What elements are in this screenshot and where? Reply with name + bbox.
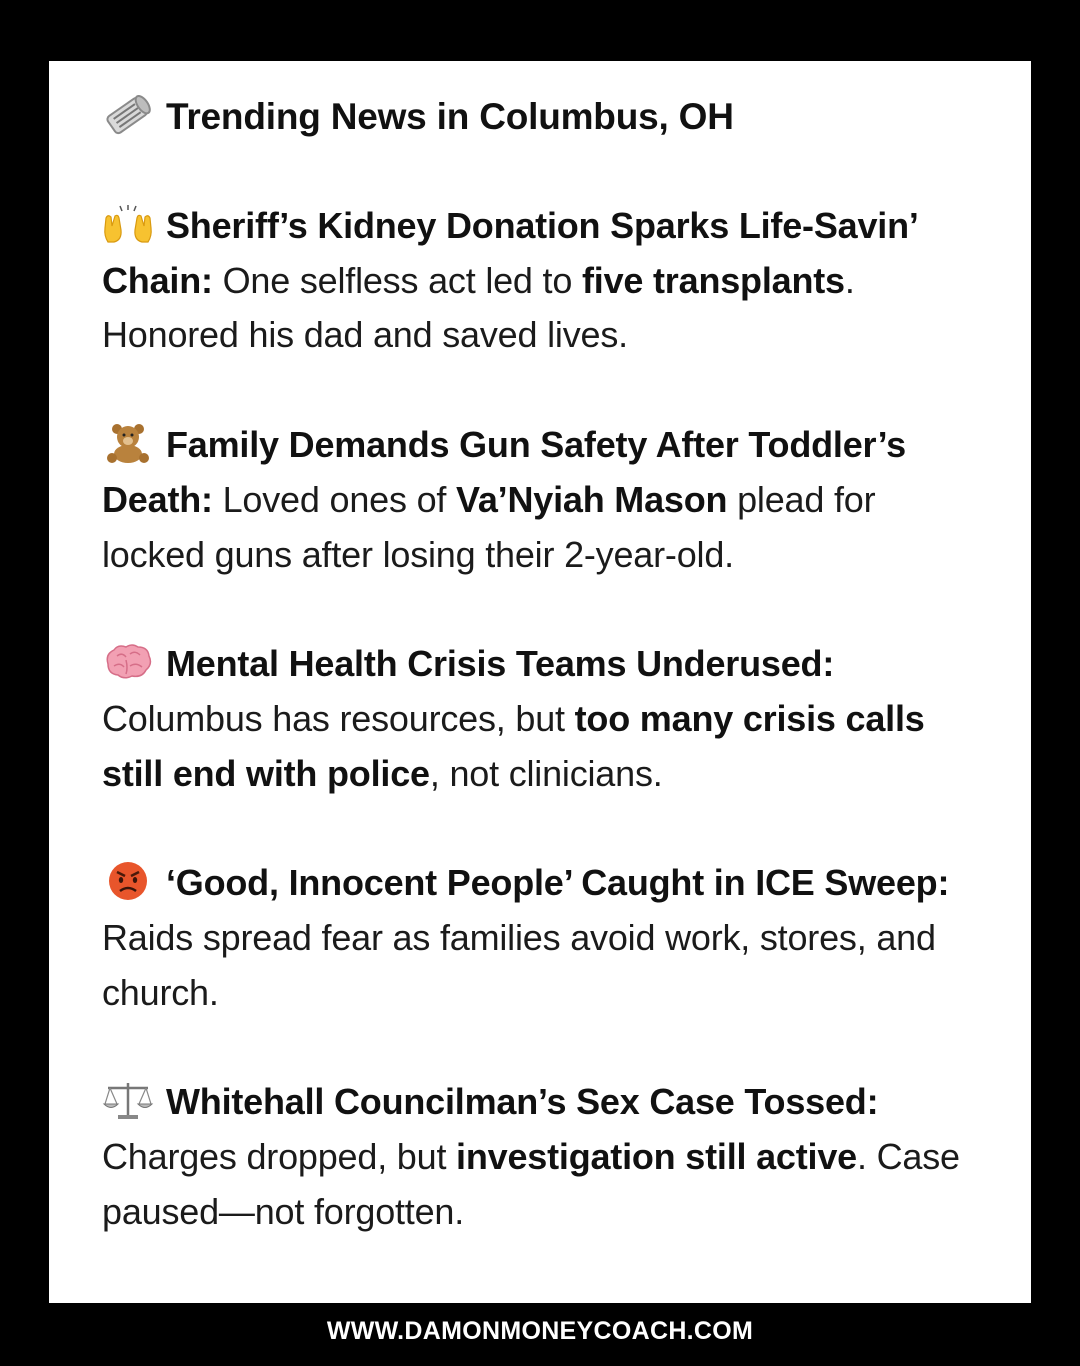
news-item-toddler — [102, 418, 981, 582]
body-text: , not clinicians. — [429, 752, 663, 794]
page-title: Trending News in Columbus, OH — [166, 96, 734, 137]
headline: ‘Good, Innocent People’ Caught in ICE Sweep: — [166, 862, 950, 904]
body-text: Raids spread fear as families avoid work, stores, and church. — [102, 917, 936, 1013]
headline: Whitehall Councilman’s Sex Case Tossed: — [166, 1081, 879, 1123]
body-text: Loved ones of — [212, 478, 456, 520]
headline: Sheriff’s Kidney Donation Sparks Life-Savin’ Chain: — [102, 205, 917, 301]
body-text: . Honored his dad and saved lives. — [102, 259, 855, 356]
highlight-text: five transplants — [581, 259, 845, 301]
news-item-whitehall — [102, 1075, 981, 1239]
balance-scale-icon — [102, 1080, 154, 1120]
news-item-mental-health — [102, 637, 981, 801]
body-text: plead for locked guns after losing their 2-year-old. — [102, 478, 876, 575]
body-text: One selfless act led to — [212, 259, 582, 301]
news-item-ice-sweep — [102, 856, 981, 1020]
teddy-bear-icon — [102, 423, 154, 463]
body-text: Charges dropped, but — [102, 1136, 457, 1178]
body-text: Columbus has resources, but — [102, 697, 575, 739]
headline: Mental Health Crisis Teams Underused: — [166, 643, 835, 685]
highlight-text: investigation still active — [456, 1136, 857, 1178]
news-card — [49, 61, 1031, 1303]
page-title-row — [102, 89, 981, 144]
news-item-kidney — [102, 199, 981, 363]
highlight-text: Va’Nyiah Mason — [456, 478, 728, 520]
newspaper-icon — [102, 95, 154, 135]
website-url[interactable]: WWW.DAMONMONEYCOACH.COM — [326, 1317, 754, 1345]
brain-icon — [102, 642, 154, 682]
body-text: . Case paused—not forgotten. — [102, 1136, 960, 1232]
headline: Family Demands Gun Safety After Toddler’s Death: — [102, 424, 906, 520]
raised-hands-icon — [102, 204, 154, 244]
highlight-text: too many crisis calls still end with police — [102, 697, 925, 794]
angry-face-icon — [102, 861, 154, 901]
